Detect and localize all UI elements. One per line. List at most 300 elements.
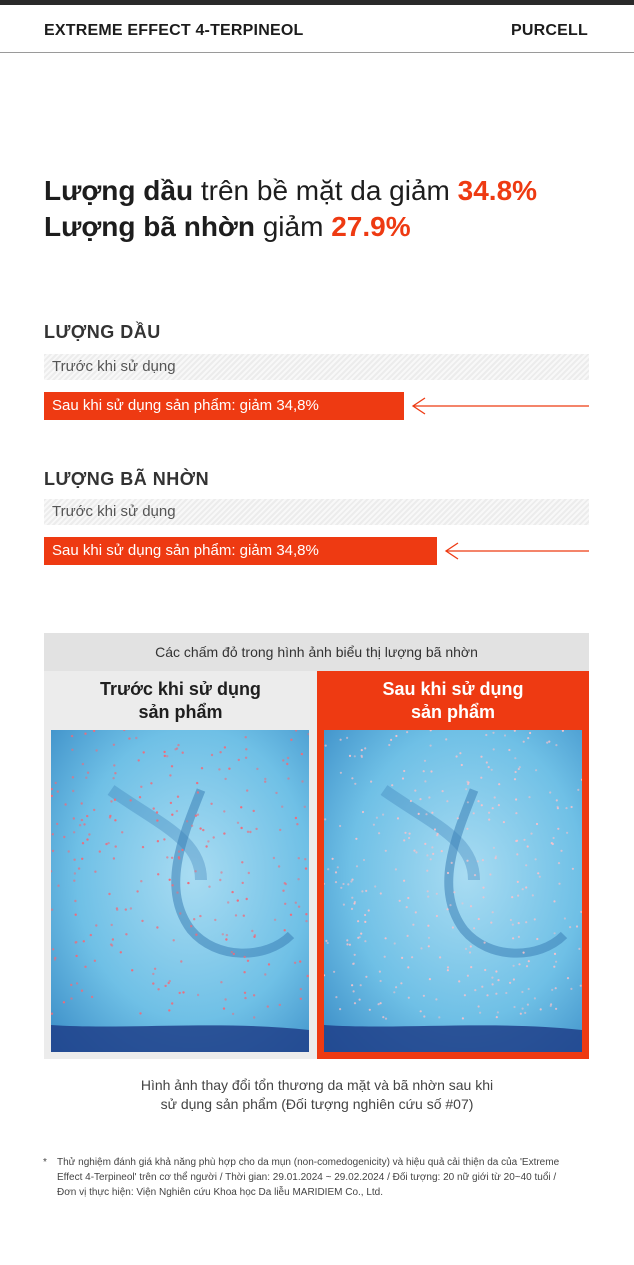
sebum-dot	[380, 892, 382, 894]
sebum-dot	[365, 976, 367, 978]
sebum-dot	[355, 838, 357, 840]
sebum-dot	[519, 766, 521, 768]
sebum-dot	[426, 854, 428, 856]
sebum-dot	[208, 886, 210, 888]
sebum-dot	[512, 937, 514, 939]
sebum-dot	[237, 899, 239, 901]
sebum-dot	[75, 955, 77, 957]
sebum-dot	[157, 873, 159, 875]
sebum-dot	[202, 829, 204, 831]
sebum-dot	[113, 764, 115, 766]
sebum-dot	[532, 894, 534, 896]
sebum-dot	[327, 942, 329, 944]
sebum-dot	[447, 966, 449, 968]
sebum-dot	[199, 827, 201, 829]
sebum-dot	[195, 934, 197, 936]
sebum-dot	[554, 953, 556, 955]
sebum-dot	[428, 945, 430, 947]
sebum-dot	[112, 938, 114, 940]
sebum-dot	[337, 866, 339, 868]
sebum-dot	[120, 951, 122, 953]
sebum-dot	[517, 895, 519, 897]
sebum-dot	[150, 782, 152, 784]
sebum-dot	[196, 782, 198, 784]
sebum-dot	[354, 783, 356, 785]
sebum-dot	[139, 796, 141, 798]
sebum-dot	[179, 992, 181, 994]
sebum-dot	[110, 943, 112, 945]
sebum-dot	[94, 871, 96, 873]
sebum-dot	[210, 803, 212, 805]
sebum-section-title: LƯỢNG BÃ NHỜN	[44, 469, 210, 489]
sebum-dot	[324, 818, 326, 820]
sebum-dot	[168, 1009, 170, 1011]
sebum-dot	[193, 918, 195, 920]
sebum-dot	[73, 831, 75, 833]
sebum-dot	[401, 957, 403, 959]
sebum-dot	[397, 817, 399, 819]
sebum-dot	[227, 901, 229, 903]
after-skin-photo	[324, 730, 582, 1052]
sebum-dot	[467, 801, 469, 803]
sebum-dot	[411, 956, 413, 958]
sebum-dot	[378, 1003, 380, 1005]
sebum-dot	[178, 850, 180, 852]
sebum-dot	[99, 850, 101, 852]
sebum-dot	[474, 989, 476, 991]
sebum-dot	[441, 850, 443, 852]
sebum-dot	[256, 768, 258, 770]
sebum-dot	[558, 883, 560, 885]
sebum-dot	[74, 900, 76, 902]
sebum-dot	[481, 986, 483, 988]
sebum-dot	[515, 771, 517, 773]
sebum-dot	[340, 739, 342, 741]
sebum-dot	[231, 891, 233, 893]
sebum-dot	[279, 1004, 281, 1006]
sebum-dot	[497, 979, 499, 981]
sebum-dot	[495, 970, 497, 972]
sebum-dot	[572, 868, 574, 870]
sebum-dot	[171, 884, 173, 886]
sebum-dot	[295, 902, 297, 904]
before-skin-photo	[51, 730, 309, 1052]
sebum-dot	[224, 746, 226, 748]
sebum-dot	[473, 927, 475, 929]
oil-after-bar: Sau khi sử dụng sản phẩm: giảm 34,8%	[44, 392, 404, 420]
headline-oil-label: Lượng dầu	[44, 175, 194, 206]
sebum-dot	[357, 937, 359, 939]
sebum-dot	[550, 1005, 552, 1007]
sebum-dot	[114, 799, 116, 801]
sebum-dot	[522, 888, 524, 890]
sebum-dot	[300, 988, 302, 990]
sebum-dot	[81, 858, 83, 860]
sebum-dot	[180, 960, 182, 962]
sebum-dot	[528, 960, 530, 962]
sebum-dot	[442, 790, 444, 792]
sebum-dot	[493, 748, 495, 750]
sebum-dot	[429, 978, 431, 980]
sebum-dot	[244, 997, 246, 999]
sebum-dot	[571, 806, 573, 808]
sebum-dot	[430, 745, 432, 747]
headline-sebum-label: Lượng bã nhờn	[44, 211, 255, 242]
sebum-dot	[494, 796, 496, 798]
sebum-dot	[402, 777, 404, 779]
sebum-dot	[528, 988, 530, 990]
sebum-dot	[503, 821, 505, 823]
sebum-dot	[157, 988, 159, 990]
sebum-dot	[171, 814, 173, 816]
headline-line-sebum	[44, 209, 604, 245]
sebum-dot	[171, 857, 173, 859]
sebum-dot	[300, 998, 302, 1000]
sebum-dot	[365, 890, 367, 892]
sebum-dot	[166, 856, 168, 858]
sebum-dot	[423, 995, 425, 997]
sebum-dot	[71, 749, 73, 751]
sebum-dot	[457, 817, 459, 819]
sebum-dot	[335, 871, 337, 873]
sebum-dot	[509, 982, 511, 984]
sebum-dot	[523, 839, 525, 841]
sebum-dot	[577, 789, 579, 791]
sebum-dot	[445, 738, 447, 740]
sebum-dot	[282, 759, 284, 761]
sebum-dot	[255, 828, 257, 830]
sebum-dot	[114, 819, 116, 821]
sebum-dot	[284, 929, 286, 931]
sebum-dot	[428, 796, 430, 798]
sebum-dot	[232, 1013, 234, 1015]
sebum-dot	[513, 965, 515, 967]
sebum-dot	[57, 885, 59, 887]
sebum-dot	[52, 833, 54, 835]
sebum-dot	[349, 944, 351, 946]
after-panel-title: Sau khi sử dụng sản phẩm	[382, 679, 524, 722]
sebum-dot	[520, 1013, 522, 1015]
sebum-dot	[253, 810, 255, 812]
headline-sebum-value: 27.9%	[331, 211, 411, 242]
sebum-dot	[393, 991, 395, 993]
sebum-dot	[248, 872, 250, 874]
sebum-dot	[245, 748, 247, 750]
sebum-dot	[484, 969, 486, 971]
sebum-dot	[488, 819, 490, 821]
sebum-dot	[451, 862, 453, 864]
product-name: EXTREME EFFECT 4-TERPINEOL	[44, 22, 304, 39]
sebum-dot	[505, 992, 507, 994]
sebum-dot	[385, 1018, 387, 1020]
sebum-dot	[186, 820, 188, 822]
sebum-dot	[498, 783, 500, 785]
sebum-dot	[566, 832, 568, 834]
sebum-dot	[299, 960, 301, 962]
sebum-dot	[220, 981, 222, 983]
sebum-after-bar: Sau khi sử dụng sản phẩm: giảm 34,8%	[44, 537, 437, 565]
sebum-dot	[282, 890, 284, 892]
sebum-dot	[452, 926, 454, 928]
sebum-dot	[247, 831, 249, 833]
sebum-dot	[427, 890, 429, 892]
sebum-dot	[518, 768, 520, 770]
sebum-dot	[439, 956, 441, 958]
sebum-dot	[290, 914, 292, 916]
sebum-dot	[197, 994, 199, 996]
sebum-dot	[238, 759, 240, 761]
sebum-dot	[482, 896, 484, 898]
sebum-dot	[431, 812, 433, 814]
sebum-dot	[178, 857, 180, 859]
sebum-dot	[558, 862, 560, 864]
sebum-dot	[353, 990, 355, 992]
sebum-dot	[408, 837, 410, 839]
sebum-dot	[154, 968, 156, 970]
sebum-dot	[286, 763, 288, 765]
sebum-dot	[492, 807, 494, 809]
sebum-dot	[513, 978, 515, 980]
sebum-dot	[447, 969, 449, 971]
sebum-dot	[75, 941, 77, 943]
sebum-dot	[423, 1015, 425, 1017]
sebum-dot	[55, 782, 57, 784]
sebum-dot	[413, 850, 415, 852]
sebum-dot	[526, 965, 528, 967]
sebum-dot	[295, 817, 297, 819]
sebum-dot	[534, 918, 536, 920]
sebum-dot	[73, 880, 75, 882]
sebum-dot	[296, 823, 298, 825]
sebum-dot	[456, 755, 458, 757]
sebum-dot	[190, 925, 192, 927]
sebum-dot	[339, 1008, 341, 1010]
sebum-dot	[514, 778, 516, 780]
sebum-dot	[285, 883, 287, 885]
sebum-dot	[335, 881, 337, 883]
sebum-dot	[368, 909, 370, 911]
sebum-dot	[83, 823, 85, 825]
sebum-dot	[81, 819, 83, 821]
sebum-dot	[361, 749, 363, 751]
sebum-dot	[430, 770, 432, 772]
sebum-dot	[516, 853, 518, 855]
sebum-dot	[363, 859, 365, 861]
sebum-dot	[169, 774, 171, 776]
sebum-dot	[424, 843, 426, 845]
sebum-dot	[388, 744, 390, 746]
sebum-dot	[523, 952, 525, 954]
sebum-dot	[557, 807, 559, 809]
sebum-dot	[138, 759, 140, 761]
headline	[44, 173, 604, 245]
sebum-dot	[395, 868, 397, 870]
sebum-dot	[233, 953, 235, 955]
sebum-dot	[231, 951, 233, 953]
headline-oil-value: 34.8%	[457, 175, 538, 206]
sebum-dot	[432, 853, 434, 855]
sebum-dot	[410, 800, 412, 802]
sebum-dot	[205, 845, 207, 847]
sebum-dot	[492, 911, 494, 913]
sebum-dot	[515, 798, 517, 800]
skin-image	[324, 730, 582, 1052]
sebum-dot	[535, 769, 537, 771]
sebum-dot	[279, 829, 281, 831]
sebum-dot	[247, 960, 249, 962]
sebum-dot	[504, 734, 506, 736]
sebum-dot	[274, 919, 276, 921]
sebum-dot	[356, 865, 358, 867]
sebum-dot	[539, 876, 541, 878]
sebum-dot	[84, 733, 86, 735]
sebum-dot	[469, 951, 471, 953]
sebum-dot	[246, 898, 248, 900]
sebum-dot	[70, 984, 72, 986]
sebum-dot	[305, 920, 307, 922]
sebum-dot	[298, 906, 300, 908]
sebum-dot	[477, 800, 479, 802]
sebum-dot	[546, 742, 548, 744]
sebum-dot	[251, 930, 253, 932]
sebum-dot	[470, 966, 472, 968]
sebum-dot	[57, 790, 59, 792]
sebum-dot	[52, 850, 54, 852]
sebum-dot	[490, 922, 492, 924]
sebum-dot	[527, 737, 529, 739]
sebum-dot	[95, 749, 97, 751]
sebum-dot	[551, 842, 553, 844]
sebum-dot	[514, 757, 516, 759]
after-panel	[317, 671, 589, 1059]
sebum-dot	[549, 791, 551, 793]
sebum-dot	[565, 807, 567, 809]
sebum-dot	[489, 873, 491, 875]
sebum-dot	[174, 748, 176, 750]
sebum-dot	[491, 977, 493, 979]
sebum-dot	[492, 732, 494, 734]
sebum-dot	[264, 778, 266, 780]
sebum-dot	[176, 810, 178, 812]
sebum-dot	[156, 926, 158, 928]
sebum-dot	[354, 755, 356, 757]
sebum-dot	[560, 850, 562, 852]
sebum-dot	[436, 915, 438, 917]
sebum-dot	[470, 945, 472, 947]
sebum-dot	[290, 739, 292, 741]
sebum-dot	[75, 914, 77, 916]
sebum-dot	[378, 832, 380, 834]
sebum-dot	[125, 933, 127, 935]
page-header	[44, 20, 588, 42]
sebum-dot	[141, 920, 143, 922]
oil-before-bar: Trước khi sử dụng	[44, 354, 589, 380]
sebum-dot	[243, 971, 245, 973]
sebum-dot	[412, 924, 414, 926]
sebum-dot	[63, 1001, 65, 1003]
sebum-dot	[364, 940, 366, 942]
sebum-dot	[447, 872, 449, 874]
sebum-dot	[477, 860, 479, 862]
sebum-dot	[513, 1006, 515, 1008]
sebum-dot	[364, 747, 366, 749]
sebum-dot	[226, 934, 228, 936]
sebum-dot	[467, 975, 469, 977]
sebum-dot	[78, 867, 80, 869]
header-divider	[0, 52, 634, 53]
sebum-dot	[403, 770, 405, 772]
sebum-dot	[409, 833, 411, 835]
sebum-dot	[304, 858, 306, 860]
sebum-dot	[240, 827, 242, 829]
sebum-dot	[219, 879, 221, 881]
sebum-dot	[142, 846, 144, 848]
sebum-dot	[369, 1009, 371, 1011]
sebum-dot	[84, 966, 86, 968]
sebum-dot	[385, 850, 387, 852]
sebum-dot	[466, 860, 468, 862]
sebum-dot	[72, 790, 74, 792]
sebum-dot	[470, 905, 472, 907]
sebum-dot	[424, 780, 426, 782]
sebum-dot	[408, 997, 410, 999]
sebum-dot	[191, 825, 193, 827]
sebum-dot	[211, 754, 213, 756]
sebum-dot	[136, 890, 138, 892]
sebum-dot	[275, 792, 277, 794]
sebum-dot	[555, 1008, 557, 1010]
sebum-dot	[446, 800, 448, 802]
sebum-dot	[223, 1007, 225, 1009]
sebum-dot	[420, 1010, 422, 1012]
sebum-dot	[264, 973, 266, 975]
sebum-dot	[465, 788, 467, 790]
sebum-dot	[325, 940, 327, 942]
sebum-dot	[73, 817, 75, 819]
sebum-dot	[480, 777, 482, 779]
sebum-dot	[87, 772, 89, 774]
sebum-dot	[111, 924, 113, 926]
sebum-dot	[478, 918, 480, 920]
sebum-dot	[406, 906, 408, 908]
sebum-dot	[335, 996, 337, 998]
sebum-dot	[152, 973, 154, 975]
sebum-dot	[342, 883, 344, 885]
sebum-dot	[224, 998, 226, 1000]
sebum-dot	[511, 896, 513, 898]
sebum-dot	[414, 790, 416, 792]
sebum-dot	[108, 893, 110, 895]
sebum-dot	[112, 777, 114, 779]
sebum-dot	[518, 922, 520, 924]
sebum-dot	[82, 842, 84, 844]
sebum-dot	[245, 757, 247, 759]
sebum-dot	[325, 745, 327, 747]
sebum-dot	[522, 1008, 524, 1010]
sebum-dot	[340, 887, 342, 889]
headline-oil-text: trên bề mặt da giảm	[193, 175, 458, 206]
sebum-dot	[359, 999, 361, 1001]
sebum-dot	[297, 878, 299, 880]
sebum-dot	[403, 839, 405, 841]
photo-caption	[60, 1076, 574, 1114]
sebum-dot	[114, 772, 116, 774]
sebum-dot	[535, 858, 537, 860]
sebum-dot	[156, 811, 158, 813]
sebum-dot	[479, 1012, 481, 1014]
sebum-dot	[364, 921, 366, 923]
sebum-dot	[109, 816, 111, 818]
